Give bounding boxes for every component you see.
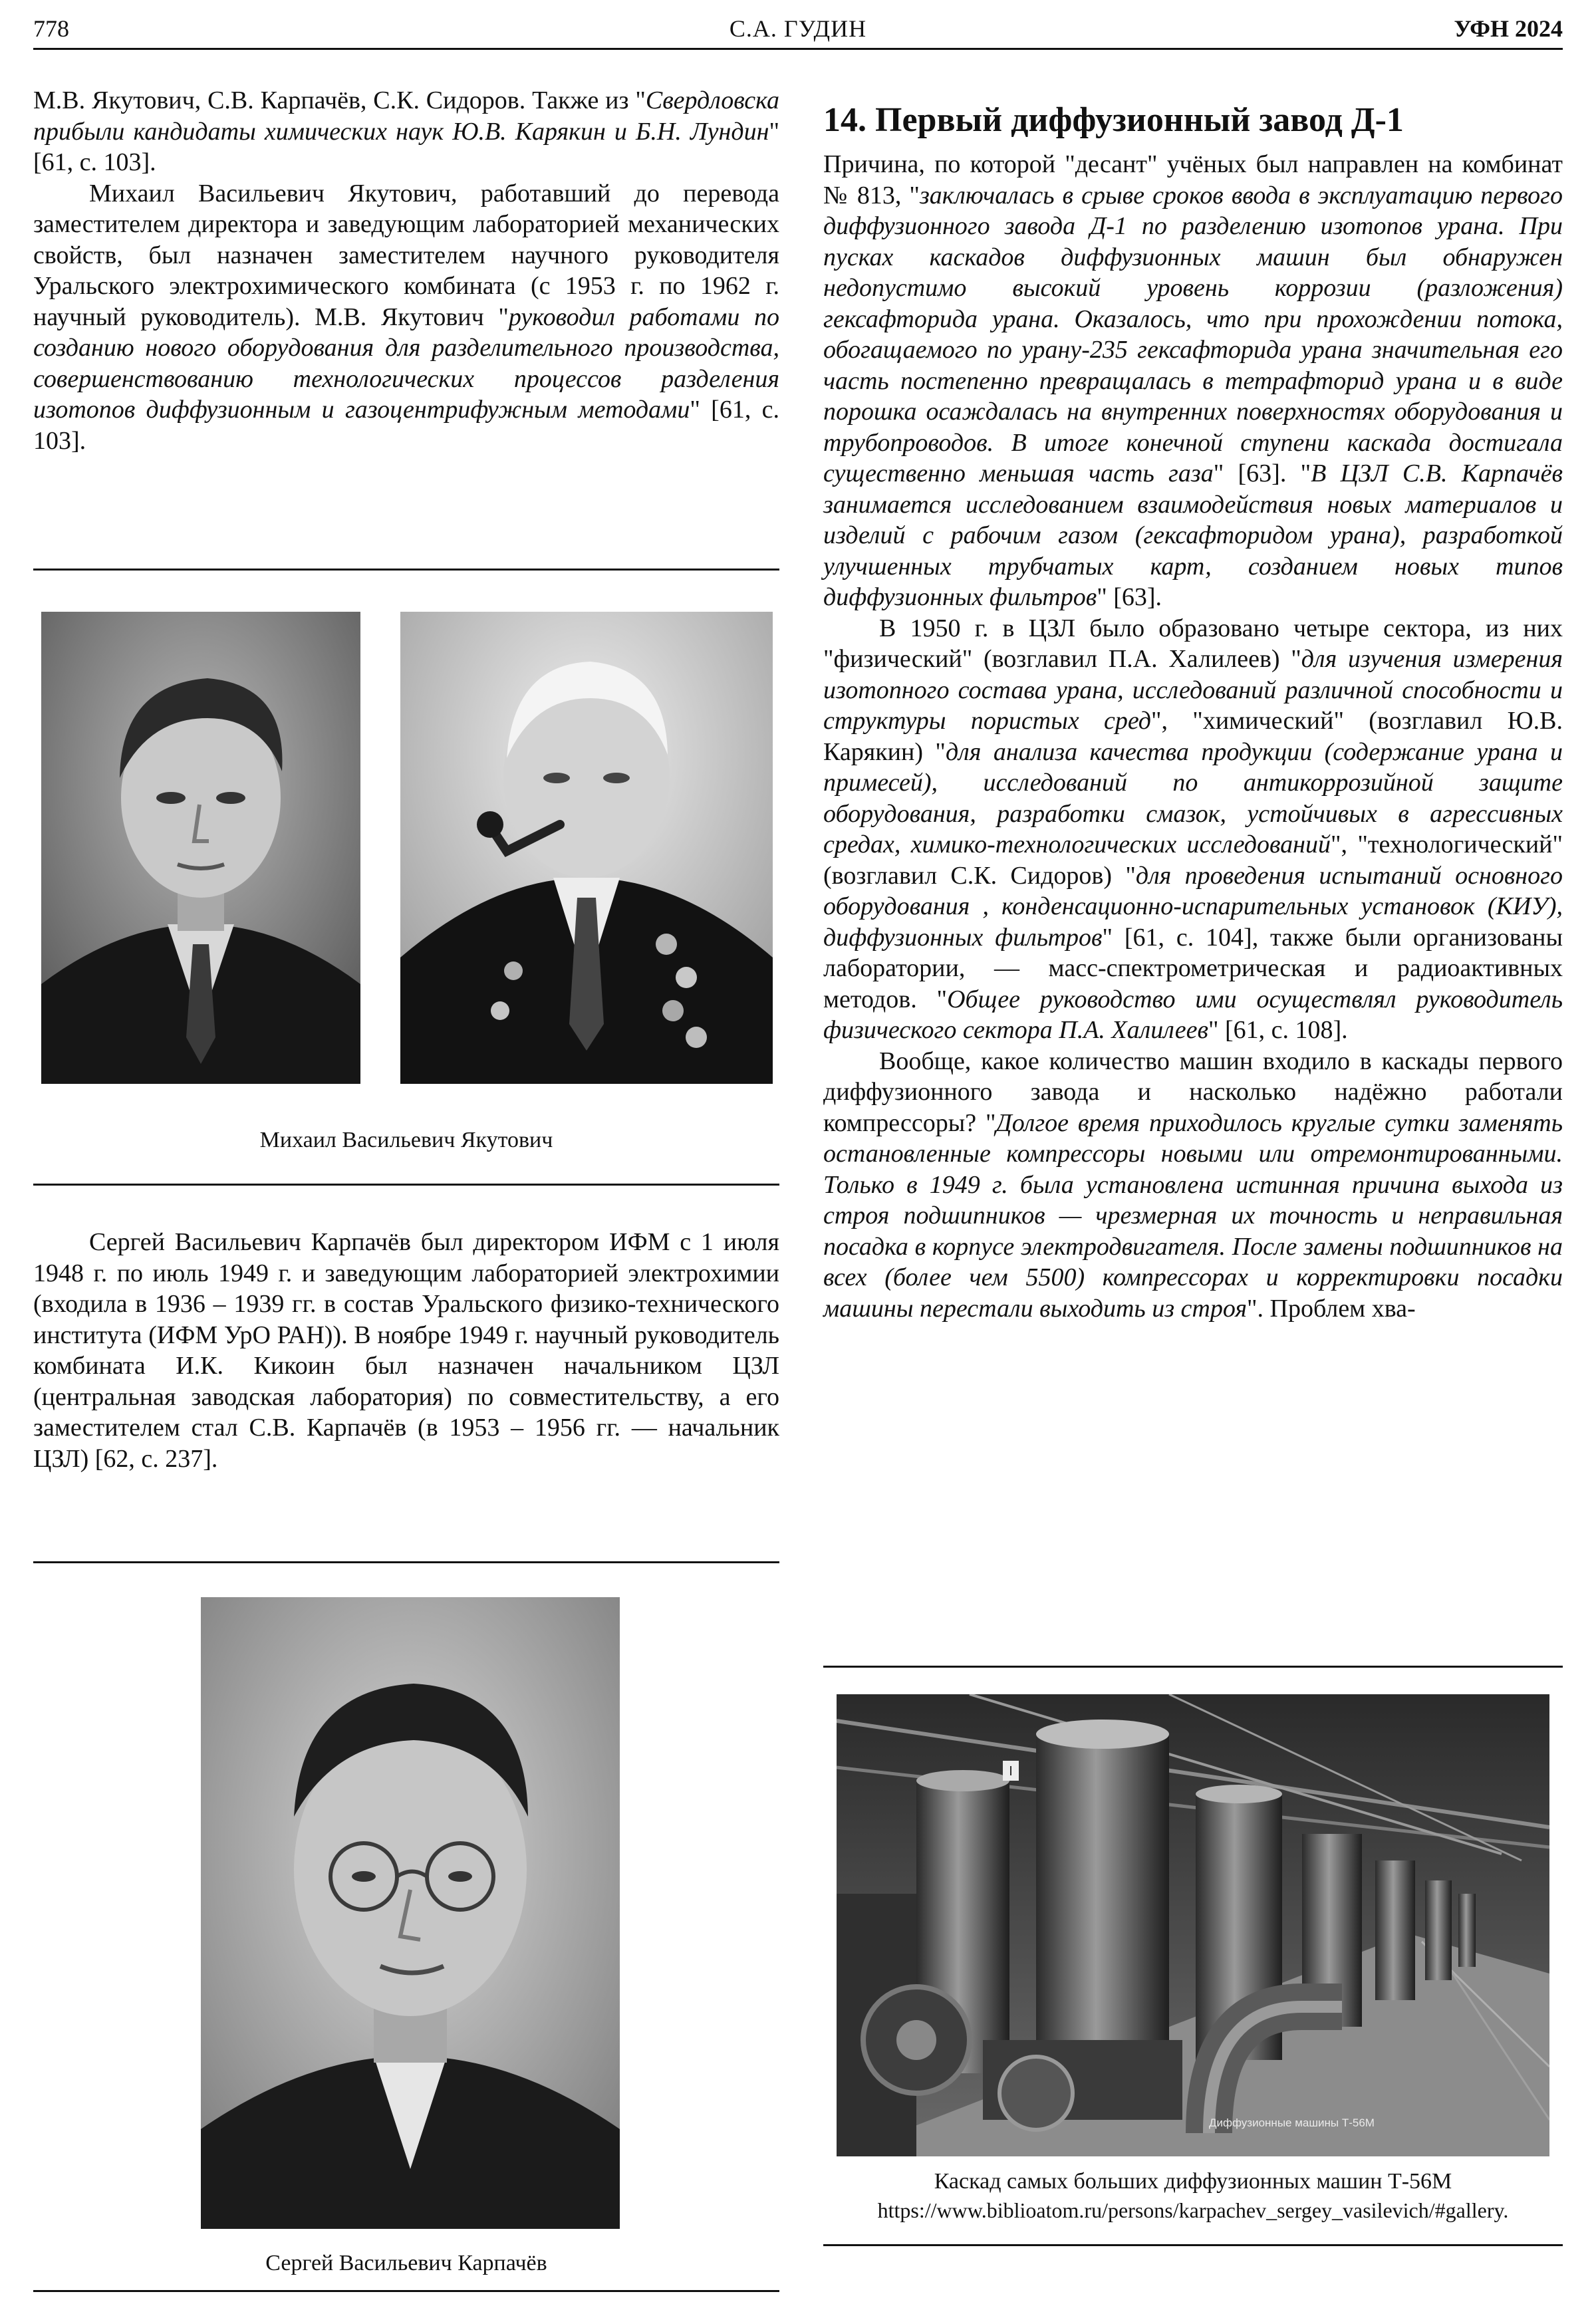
caption-machines: Каскад самых больших диффузионных машин Т-56М	[934, 2169, 1452, 2194]
quote-run: заключалась в срыве сроков ввода в эксплуатацию первого диффузионного завода Д-1 по разделению изотопов урана. При пусках каскадов диффузионных машин был обнаружен недопустимо высокий уровень коррозии (разложения) гексафторида урана. Оказалось, что при прохождении потока, обогащаемого по урану-235 гексафторида урана значительная его часть постепенно превращалась в тетрафторид урана и в виде порошка осаждалась на внутренних поверхностях оборудования и трубопроводов. В итоге конечной ступени каскада достигала существенно меньшая часть газа	[823, 181, 1563, 487]
portrait-karpachev-svg	[201, 1597, 620, 2229]
right-paragraph-1	[823, 149, 1563, 613]
page-number: 778	[33, 15, 69, 42]
text-run: " [61, с. 103].	[33, 396, 779, 455]
diffusion-machines-photo	[837, 1694, 1549, 2156]
text-run: " [63].	[1097, 583, 1162, 611]
quote-run: для проведения испытаний основного оборудования , конденсационно-испарительных установок (КИУ), диффузионных фильтров	[823, 861, 1563, 952]
text-run: В 1950 г. в ЦЗЛ было образовано четыре сектора, из них "физический" (возглавил П.А. Халилеев) "	[823, 614, 1563, 673]
header-rule	[33, 48, 1563, 50]
journal-name: УФН 2024	[1454, 15, 1563, 42]
quote-run: для анализа качества продукции (содержание урана и примесей), исследований по антикоррозийной защите оборудования, разработки смазок, устойчивых в агрессивных средах, химико-технологических исследований	[823, 737, 1563, 858]
right-paragraph-2	[823, 613, 1563, 1046]
quote-run: руководил работами по созданию нового оборудования для разделительного производства, совершенствованию технологических процессов разделения изотопов диффузионным и газоцентрифужным методами	[33, 303, 779, 424]
right-paragraph-3	[823, 1046, 1563, 1325]
text-run: " [61, с. 104], также были организованы лаборатории, — масс-спектрометрическая и радиоактивных методов. "	[823, 923, 1563, 1013]
svg-text:I: I	[1009, 1764, 1013, 1779]
quote-run: В ЦЗЛ С.В. Карпачёв занимается исследованием взаимодействия новых материалов и изделий с рабочим газом (гексафторидом урана), разработкой улучшенных трубчатых карт, созданием новых типов диффузионных фильтров	[823, 459, 1563, 611]
text-run: " [63]. "	[1213, 459, 1311, 487]
text-run: ", "химический" (возглавил Ю.В. Карякин) "	[823, 707, 1563, 766]
left-rule-1	[33, 569, 779, 571]
left-paragraph-3	[33, 1227, 779, 1474]
caption-yakutovich: Михаил Васильевич Якутович	[259, 1128, 553, 1152]
left-rule-4	[33, 2290, 779, 2292]
left-rule-2	[33, 1184, 779, 1186]
right-top-text	[823, 100, 1563, 1324]
left-rule-3	[33, 1561, 779, 1563]
karpachev-photo	[201, 1597, 620, 2229]
photo-label: Диффузионные машины Т-56М	[1209, 2116, 1375, 2129]
quote-run: для изучения измерения изотопного состава урана, исследований различной способности и структуры пористых сред	[823, 645, 1563, 735]
left-middle-text	[33, 1227, 779, 1474]
portrait-young-svg	[41, 612, 360, 1084]
yakutovich-photo-older	[400, 612, 773, 1084]
text-run: " [61, с. 108].	[1208, 1016, 1348, 1044]
text-run: Вообще, какое количество машин входило в каскады первого диффузионного завода и насколько надёжно работали компрессоры? "	[823, 1047, 1563, 1137]
text-run: " [61, с. 103].	[33, 117, 779, 176]
quote-run: Долгое время приходилось круглые сутки заменять остановленные компрессоры новыми или отремонтированными. Только в 1949 г. была установлена истинная причина выхода из строя подшипников — чрезмерная их точность и неправильная посадка в корпусе электродвигателя. После замены подшипников на всех (более чем 5500) компрессорах и корректировки посадки машины перестали выходить из строя	[823, 1108, 1563, 1323]
left-top-text	[33, 85, 779, 456]
text-run: М.В. Якутович, С.В. Карпачёв, С.К. Сидоров. Также из "	[33, 86, 646, 114]
machine-hall-svg	[837, 1694, 1549, 2156]
portrait-older-svg	[400, 612, 773, 1084]
right-rule-1	[823, 1666, 1563, 1668]
running-author: С.А. ГУДИН	[729, 15, 867, 42]
yakutovich-photo-young	[41, 612, 360, 1084]
quote-run: Общее руководство ими осуществлял руководитель физического сектора П.А. Халилеев	[823, 985, 1563, 1044]
section-heading: 14. Первый диффузионный завод Д-1	[823, 101, 1404, 139]
text-run: Причина, по которой "десант" учёных был направлен на комбинат № 813, "	[823, 150, 1563, 209]
left-paragraph-2	[33, 178, 779, 457]
text-run: Михаил Васильевич Якутович, работавший до перевода заместителем директора и заведующим лабораторией механических свойств, был назначен заместителем научного руководителя Уральского электрохимического комбината (с 1953 г. по 1962 г. научный руководитель). М.В. Якутович "	[33, 179, 779, 331]
caption-karpachev: Сергей Васильевич Карпачёв	[265, 2251, 547, 2275]
caption-source-url: https://www.biblioatom.ru/persons/karpachev_sergey_vasilevich/#gallery.	[877, 2198, 1509, 2222]
running-header	[33, 9, 1563, 49]
left-paragraph-1	[33, 85, 779, 178]
text-run: ". Проблем хва-	[1247, 1294, 1416, 1323]
quote-run: Свердловска прибыли кандидаты химических наук Ю.В. Карякин и Б.Н. Лундин	[33, 86, 779, 146]
right-rule-2	[823, 2244, 1563, 2246]
text-run: Сергей Васильевич Карпачёв был директором ИФМ с 1 июля 1948 г. по июль 1949 г. и заведующим лабораторией электрохимии (входила в 1936 – 1939 гг. в состав Уральского физико-технического института (ИФМ УрО РАН)). В ноябре 1949 г. научный руководитель комбината И.К. Кикоин был назначен начальником ЦЗЛ (центральная заводская лаборатория) по совместительству, а его заместителем стал С.В. Карпачёв (в 1953 – 1956 гг. — начальник ЦЗЛ) [62, с. 237].	[33, 1228, 779, 1473]
text-run: ", "технологический" (возглавил С.К. Сидоров) "	[823, 831, 1563, 890]
